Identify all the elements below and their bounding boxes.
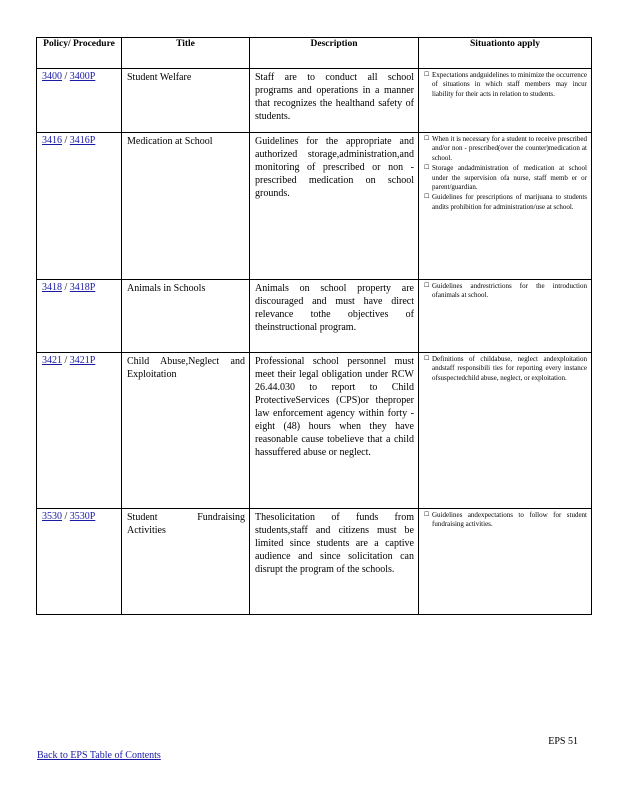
- policy-cell: 3416 / 3416P: [37, 133, 122, 280]
- table-row: [37, 133, 592, 280]
- back-to-toc-link[interactable]: Back to EPS Table of Contents: [37, 750, 161, 761]
- procedure-link[interactable]: 3418P: [69, 282, 96, 293]
- checkbox-bullet-icon: ☐: [424, 136, 430, 142]
- table-header-row: [37, 38, 592, 69]
- checkbox-bullet-icon: ☐: [424, 356, 430, 362]
- table-row: [37, 280, 592, 353]
- title-cell: Student Welfare: [122, 69, 250, 133]
- policy-link[interactable]: 3530: [42, 511, 62, 522]
- procedure-link[interactable]: 3400P: [69, 71, 96, 82]
- situation-cell: [419, 353, 592, 509]
- list-item: ☐ Expectations andguidelines to minimize the occurrence of situations in which staff members may incur liability for their acts in relation to students.: [424, 71, 587, 98]
- policy-cell: 3421 / 3421P: [37, 353, 122, 509]
- policy-cell: 3418 / 3418P: [37, 280, 122, 353]
- policy-link[interactable]: 3416: [42, 135, 62, 146]
- header-title: Title: [122, 38, 250, 69]
- situation-cell: [419, 133, 592, 280]
- checkbox-bullet-icon: ☐: [424, 283, 430, 289]
- description-cell: Guidelines for the appropriate and authorized storage,administration,and monitoring of prescribed or non - prescribed medication on school grounds.: [250, 133, 419, 280]
- list-item: ☐ Definitions of childabuse, neglect andexploitation andstaff responsibili ties for reporting every instance ofsuspectedchild abuse, neglect, or exploitation.: [424, 355, 587, 382]
- header-policy: Policy/ Procedure: [37, 38, 122, 69]
- title-cell: Child Abuse,Neglect and Exploitation: [122, 353, 250, 509]
- policy-link[interactable]: 3400: [42, 71, 62, 82]
- procedure-link[interactable]: 3530P: [69, 511, 96, 522]
- table-row: [37, 509, 592, 615]
- table-row: [37, 69, 592, 133]
- checkbox-bullet-icon: ☐: [424, 72, 430, 78]
- checkbox-bullet-icon: ☐: [424, 194, 430, 201]
- title-cell: Student Fundraising Activities: [122, 509, 250, 615]
- header-description: Description: [250, 38, 419, 69]
- checkbox-bullet-icon: ☐: [424, 165, 430, 172]
- checkbox-bullet-icon: ☐: [424, 512, 430, 518]
- policy-table: [36, 37, 592, 615]
- policy-cell: 3400 / 3400P: [37, 69, 122, 133]
- list-item: ☐ Storage andadministration of medication at school under the supervision ofa nurse, staff memb er or parent/guardian.: [424, 164, 587, 192]
- description-cell: Animals on school property are discouraged and must have direct relevance tothe objectives of theinstructional program.: [250, 280, 419, 353]
- list-item: ☐ Guidelines andrestrictions for the introduction ofanimals at school.: [424, 282, 587, 300]
- situation-cell: [419, 509, 592, 615]
- situation-cell: [419, 69, 592, 133]
- description-cell: Staff are to conduct all school programs and operations in a manner that recognizes the healthand safety of students.: [250, 69, 419, 133]
- policy-link[interactable]: 3418: [42, 282, 62, 293]
- description-cell: Thesolicitation of funds from students,staff and citizens must be limited since students are a captive audience and since solicitation can disrupt the program of the schools.: [250, 509, 419, 615]
- title-cell: Medication at School: [122, 133, 250, 280]
- title-cell: Animals in Schools: [122, 280, 250, 353]
- header-situation: Situationto apply: [419, 38, 592, 69]
- list-item: ☐ When it is necessary for a student to receive prescribed and/or non - prescribed(over the counter)medication at school.: [424, 135, 587, 162]
- procedure-link[interactable]: 3421P: [69, 355, 96, 366]
- page-number: EPS 51: [548, 736, 578, 747]
- procedure-link[interactable]: 3416P: [69, 135, 96, 146]
- description-cell: Professional school personnel must meet their legal obligation under RCW 26.44.030 to report to Child ProtectiveServices (CPS)or theproper law enforcement agency within forty - eight (48) hours when they have reasonable cause tobelieve that a child hassuffered abuse or neglect.: [250, 353, 419, 509]
- table-row: [37, 353, 592, 509]
- situation-cell: [419, 280, 592, 353]
- policy-cell: 3530 / 3530P: [37, 509, 122, 615]
- policy-link[interactable]: 3421: [42, 355, 62, 366]
- list-item: ☐ Guidelines andexpectations to follow for student fundraising activities.: [424, 511, 587, 529]
- list-item: ☐ Guidelines for prescriptions of marijuana to students andits prohibition for administration/use at school.: [424, 193, 587, 211]
